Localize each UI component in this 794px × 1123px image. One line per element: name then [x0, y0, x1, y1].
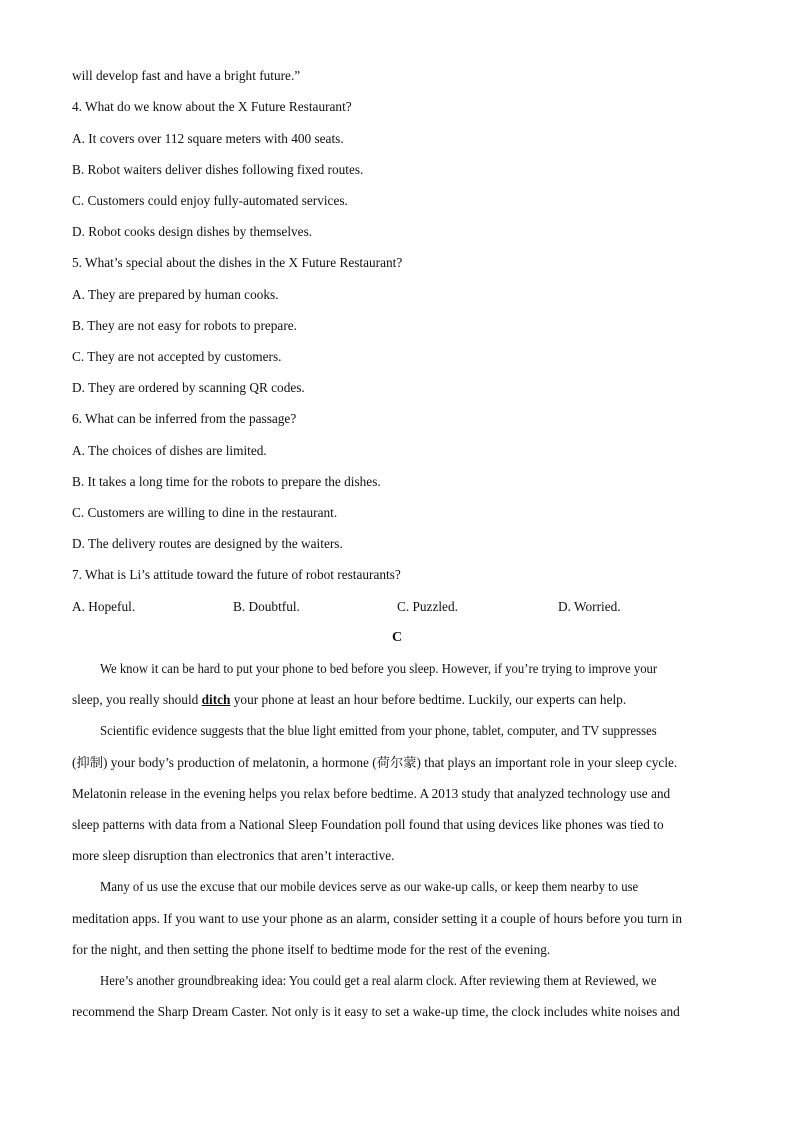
passage-b-ending: will develop fast and have a bright future.” [72, 68, 301, 83]
paragraph-2-line-2: (抑制) your body’s production of melatonin, a hormone (荷尔蒙) that plays an important role in your sleep cycle. [72, 755, 678, 770]
keyword-ditch: ditch [201, 692, 231, 707]
paragraph-3-line-2: meditation apps. If you want to use your phone as an alarm, consider setting it a couple of hours before you turn in [72, 911, 683, 926]
question-6-option-a: A. The choices of dishes are limited. [72, 443, 267, 458]
question-4-option-c: C. Customers could enjoy fully-automated services. [72, 193, 348, 208]
paragraph-4-line-2: recommend the Sharp Dream Caster. Not only is it easy to set a wake-up time, the clock includes white noises and [72, 1004, 680, 1019]
question-7-option-b: B. Doubtful. [233, 599, 300, 614]
question-6-option-b: B. It takes a long time for the robots to prepare the dishes. [72, 474, 381, 489]
question-7-option-d: D. Worried. [558, 599, 621, 614]
paragraph-1-line-2-end: your phone at least an hour before bedtime. Luckily, our experts can help. [230, 692, 627, 707]
question-5-option-b: B. They are not easy for robots to prepare. [72, 318, 297, 333]
question-7-option-c: C. Puzzled. [397, 599, 458, 614]
paragraph-2-line-3: Melatonin release in the evening helps you relax before bedtime. A 2013 study that analyzed technology use and [72, 786, 671, 801]
question-4-stem: 4. What do we know about the X Future Restaurant? [72, 99, 352, 114]
question-4-option-a: A. It covers over 112 square meters with 400 seats. [72, 131, 344, 146]
question-5-stem: 5. What’s special about the dishes in the X Future Restaurant? [72, 255, 403, 270]
paragraph-2-line-1: Scientific evidence suggests that the blue light emitted from your phone, tablet, computer, and TV suppresses [100, 723, 657, 738]
question-4-option-d: D. Robot cooks design dishes by themselves. [72, 224, 313, 239]
paragraph-4-line-1: Here’s another groundbreaking idea: You could get a real alarm clock. After reviewing them at Reviewed, we [100, 973, 657, 988]
paragraph-1-line-2-start: sleep, you really should [72, 692, 202, 707]
question-5-option-a: A. They are prepared by human cooks. [72, 287, 279, 302]
section-heading: C [391, 630, 403, 645]
question-6-option-c: C. Customers are willing to dine in the restaurant. [72, 505, 338, 520]
question-4-option-b: B. Robot waiters deliver dishes following fixed routes. [72, 162, 364, 177]
question-5-option-c: C. They are not accepted by customers. [72, 349, 282, 364]
question-6-option-d: D. The delivery routes are designed by the waiters. [72, 536, 343, 551]
question-5-option-d: D. They are ordered by scanning QR codes. [72, 380, 305, 395]
question-7-option-a: A. Hopeful. [72, 599, 136, 614]
paragraph-2-line-5: more sleep disruption than electronics that aren’t interactive. [72, 848, 395, 863]
paragraph-2-line-4: sleep patterns with data from a National Sleep Foundation poll found that using devices like phones was tied to [72, 817, 664, 832]
question-7-stem: 7. What is Li’s attitude toward the future of robot restaurants? [72, 567, 401, 582]
paragraph-1-line-1: We know it can be hard to put your phone to bed before you sleep. However, if you’re trying to improve your [100, 661, 658, 676]
paragraph-3-line-1: Many of us use the excuse that our mobile devices serve as our wake-up calls, or keep them nearby to use [100, 879, 639, 894]
paragraph-1-line-2 [72, 691, 722, 709]
paragraph-3-line-3: for the night, and then setting the phone itself to bedtime mode for the rest of the evening. [72, 942, 551, 957]
question-6-stem: 6. What can be inferred from the passage? [72, 411, 297, 426]
